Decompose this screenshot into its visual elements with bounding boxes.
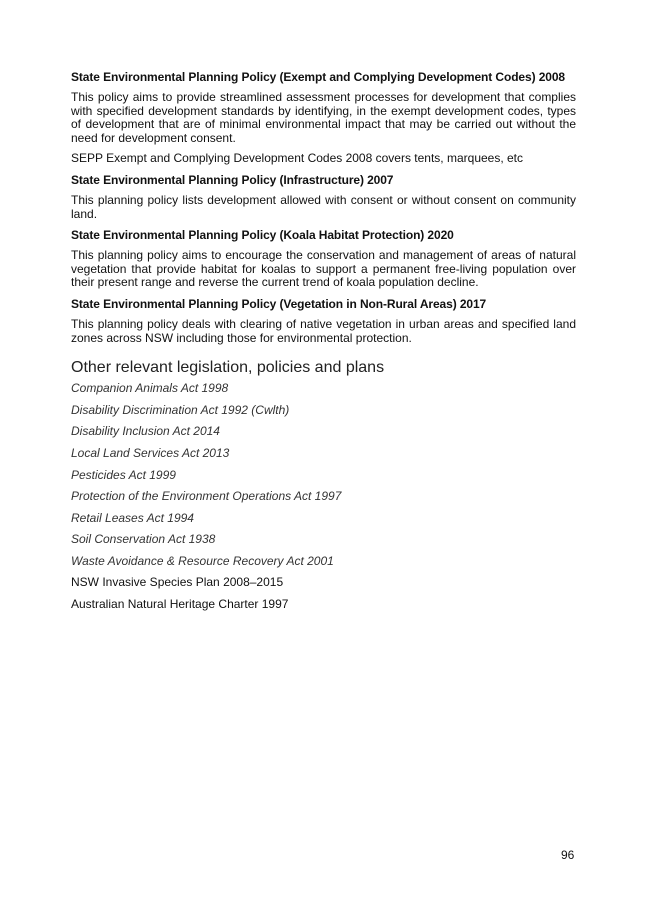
policy-heading: State Environmental Planning Policy (Infrastructure) 2007 [71,172,394,187]
policy-block-infrastructure [71,173,576,221]
list-item: Retail Leases Act 1994 [71,510,194,525]
list-item: Pesticides Act 1999 [71,467,176,482]
legislation-list [71,381,576,611]
page-number: 96 [561,848,575,862]
policy-heading: State Environmental Planning Policy (Vegetation in Non-Rural Areas) 2017 [71,296,487,311]
policy-paragraph: This policy aims to provide streamlined assessment processes for development that complies with specified development standards by identifying, in the exempt development codes, types of development that are of minimal environmental impact that may be carried out without the need for development consent. [71,90,576,145]
list-item: Soil Conservation Act 1938 [71,532,216,547]
list-item: Protection of the Environment Operations Act 1997 [71,489,342,504]
policy-block-koala-habitat [71,228,576,290]
list-item: Disability Inclusion Act 2014 [71,424,220,439]
policy-paragraph: This planning policy lists development allowed with consent or without consent on community land. [71,192,576,221]
policy-block-exempt-complying [71,70,576,166]
policy-block-vegetation [71,297,576,345]
list-item: Local Land Services Act 2013 [71,445,230,460]
list-item: Disability Discrimination Act 1992 (Cwlth) [71,402,290,417]
policy-heading: State Environmental Planning Policy (Exempt and Complying Development Codes) 2008 [71,70,566,84]
policy-paragraph: This planning policy deals with clearing of native vegetation in urban areas and specified land zones across NSW including those for environmental protection. [71,316,576,345]
list-item: Waste Avoidance & Resource Recovery Act 2001 [71,553,334,568]
policy-paragraph: SEPP Exempt and Complying Development Codes 2008 covers tents, marquees, etc [71,151,524,166]
list-item: Companion Animals Act 1998 [71,381,229,396]
policy-heading: State Environmental Planning Policy (Koala Habitat Protection) 2020 [71,228,454,243]
list-item: Australian Natural Heritage Charter 1997 [71,597,289,612]
section-title-other-legislation: Other relevant legislation, policies and plans [71,359,385,377]
policy-paragraph: This planning policy aims to encourage the conservation and management of areas of natural vegetation that provide habitat for koalas to support a permanent free-living population over their present range and reverse the current trend of koala population decline. [71,248,576,290]
document-page [71,70,576,619]
list-item: NSW Invasive Species Plan 2008–2015 [71,575,284,590]
